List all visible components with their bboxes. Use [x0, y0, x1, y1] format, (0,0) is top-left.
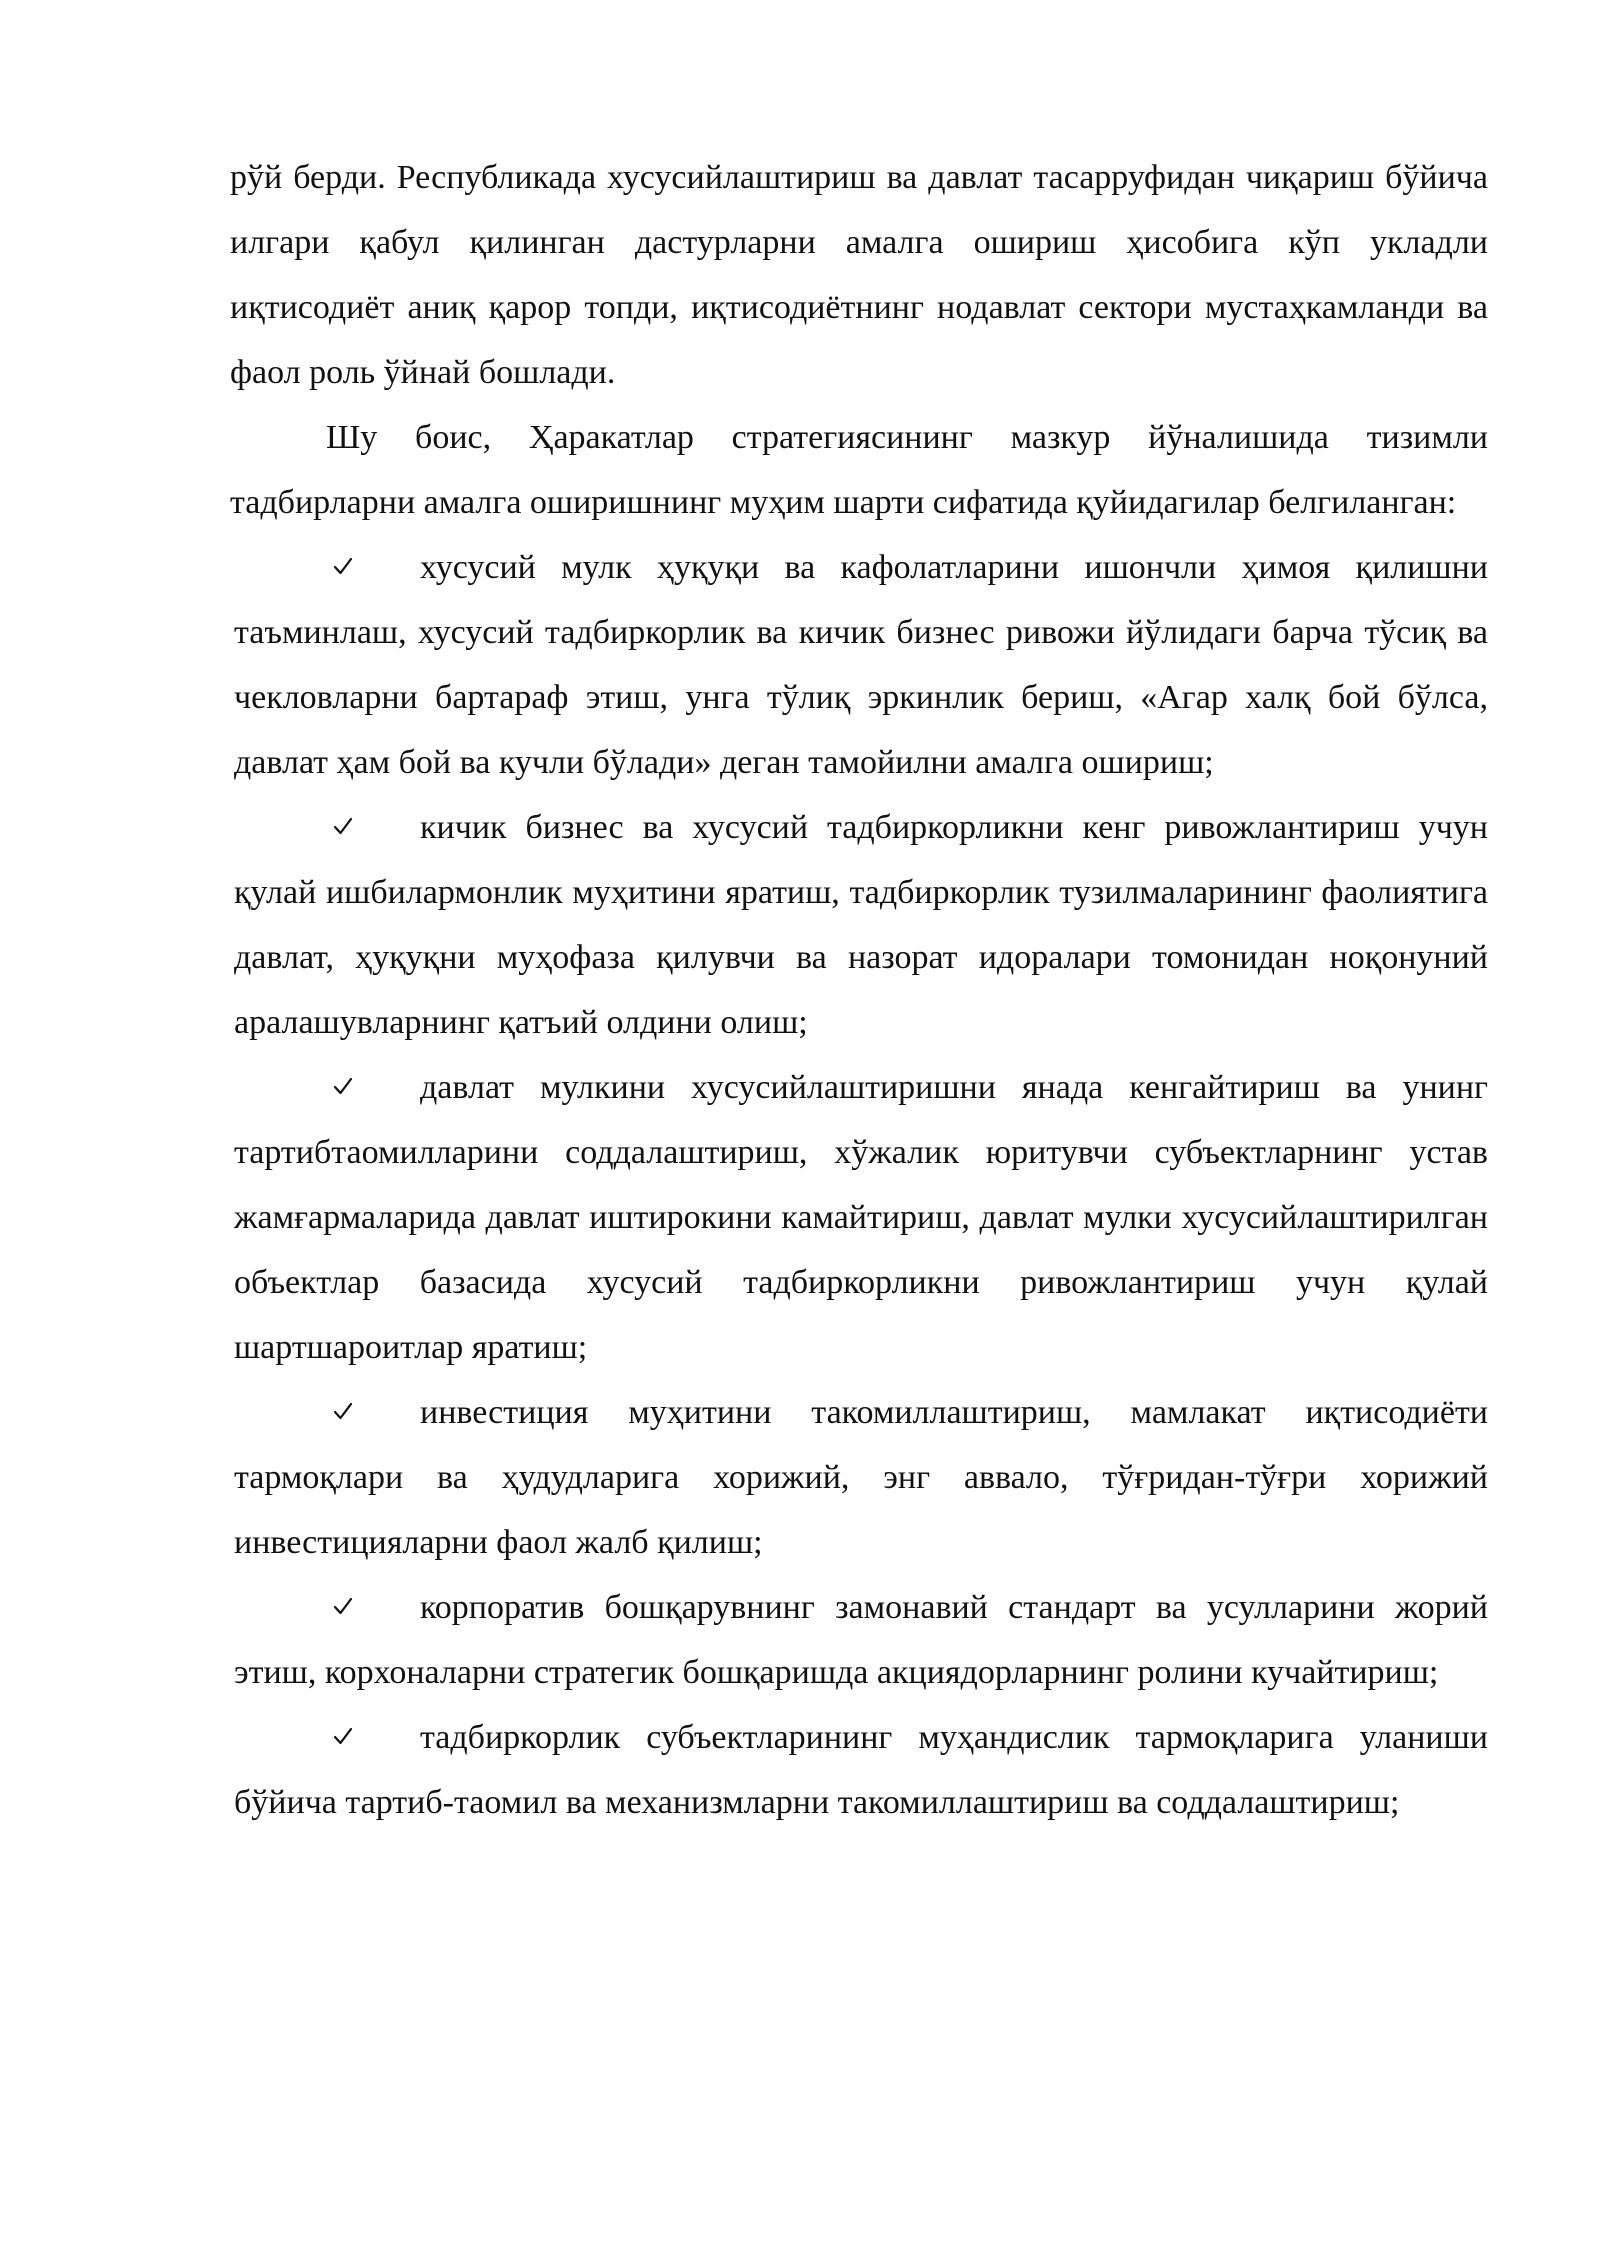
checkmark-icon — [332, 1575, 420, 1635]
list-item — [230, 1705, 1488, 1835]
paragraph-intro: рўй берди. Республикада хусусийлаштириш ва давлат тасарруфидан чиқариш бўйича илгари қабул қилинган дастурларни амалга ошириш ҳисобига кўп укладли иқтисодиёт аниқ қарор топди, иқтисодиётнинг нодавлат сектори мустаҳкамланди ва фаол роль ўйнай бошлади. — [230, 159, 1488, 391]
checkmark-icon — [332, 795, 420, 855]
list-item — [230, 795, 1488, 1055]
checklist — [230, 535, 1488, 1835]
checkmark-icon — [332, 535, 420, 595]
checkmark-icon — [332, 1380, 420, 1440]
list-item — [230, 1055, 1488, 1380]
document-body — [230, 145, 1488, 1835]
list-item — [230, 1380, 1488, 1575]
list-item-text: кичик бизнес ва хусусий тадбиркорликни кенг ривожлантириш учун қулай ишбилармонлик муҳитини яратиш, тадбиркорлик тузилмаларининг фаолиятига давлат, ҳуқуқни муҳофаза қилувчи ва назорат идоралари томонидан ноқонуний аралашувларнинг қатъий олдини олиш; — [234, 809, 1488, 1041]
list-item-text: инвестиция муҳитини такомиллаштириш, мамлакат иқтисодиёти тармоқлари ва ҳудудларига хорижий, энг аввало, тўғридан-тўғри хорижий инвестицияларни фаол жалб қилиш; — [234, 1394, 1488, 1561]
paragraph-strategy: Шу боис, Ҳаракатлар стратегиясининг мазкур йўналишида тизимли тадбирларни амалга оширишнинг муҳим шарти сифатида қуйидагилар белгиланган: — [230, 419, 1488, 521]
list-item-text: давлат мулкини хусусийлаштиришни янада кенгайтириш ва унинг тартибтаомилларини соддалаштириш, хўжалик юритувчи субъектларнинг устав жамғармаларида давлат иштирокини камайтириш, давлат мулки хусусийлаштирилган объектлар базасида хусусий тадбиркорликни ривожлантириш учун қулай шартшароитлар яратиш; — [234, 1069, 1488, 1366]
list-item — [230, 1575, 1488, 1705]
list-item — [230, 535, 1488, 795]
list-item-text: хусусий мулк ҳуқуқи ва кафолатларини ишончли ҳимоя қилишни таъминлаш, хусусий тадбиркорлик ва кичик бизнес ривожи йўлидаги барча тўсиқ ва чекловларни бартараф этиш, унга тўлиқ эркинлик бериш, «Агар халқ бой бўлса, давлат ҳам бой ва кучли бўлади» деган тамойилни амалга ошириш; — [234, 549, 1488, 781]
list-item-text: корпоратив бошқарувнинг замонавий стандарт ва усулларини жорий этиш, корхоналарни стратегик бошқаришда акциядорларнинг ролини кучайтириш; — [234, 1589, 1488, 1691]
list-item-text: тадбиркорлик субъектларининг муҳандислик тармоқларига уланиши бўйича тартиб-таомил ва механизмларни такомиллаштириш ва соддалаштириш; — [234, 1719, 1488, 1821]
checkmark-icon — [332, 1055, 420, 1115]
checkmark-icon — [332, 1705, 420, 1765]
